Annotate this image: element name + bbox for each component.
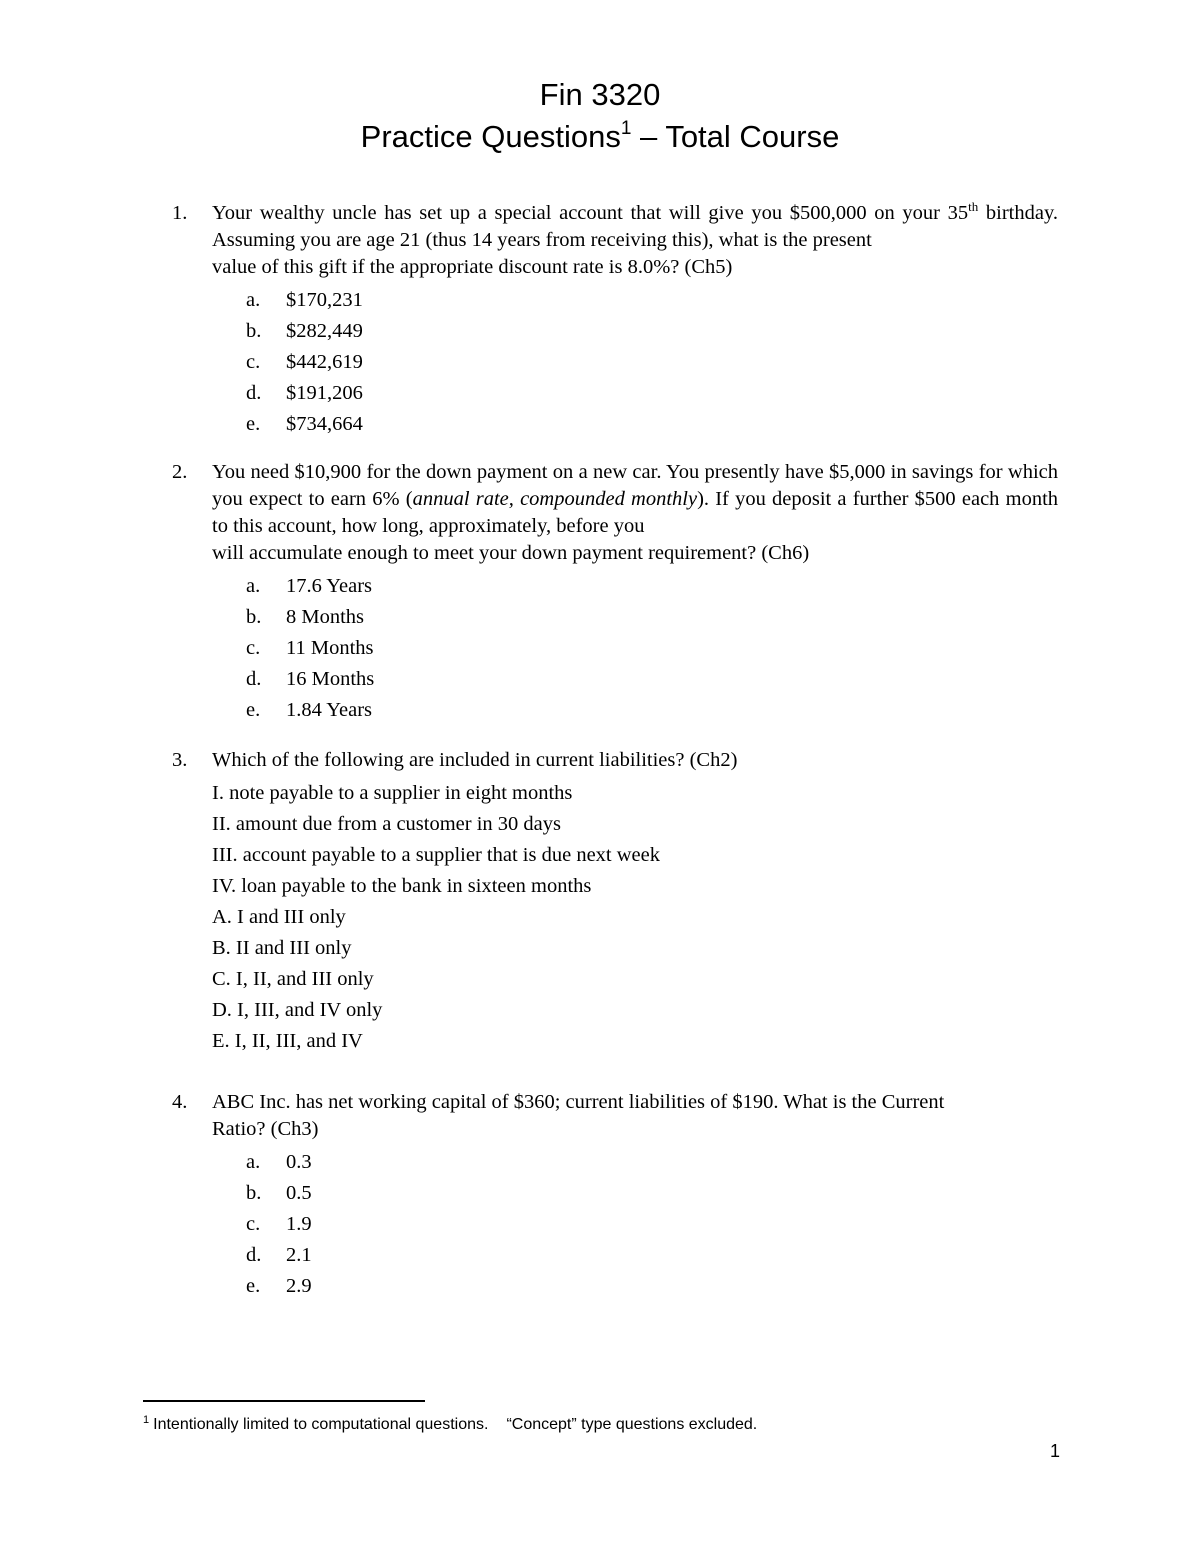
- choice-letter: b.: [246, 320, 262, 342]
- footnote-mark: 1: [143, 1414, 150, 1426]
- page-number: 1: [1049, 1441, 1060, 1461]
- choice-letter: c.: [246, 637, 261, 659]
- choice-letter: a.: [246, 1151, 261, 1173]
- question-text-part: ). If you deposit a further $500 each month to this account, how long, approximately, before you: [212, 488, 1059, 537]
- choice-text: 17.6 Years: [286, 575, 372, 597]
- answer-choice-b: [172, 1178, 1058, 1209]
- question-text: Which of the following are included in current liabilities? (Ch2): [212, 749, 738, 771]
- statement-iv: IV. loan payable to the bank in sixteen months: [212, 875, 592, 897]
- question-number: 1.: [172, 202, 188, 224]
- choice-text: 1.9: [286, 1213, 312, 1235]
- question-text-part: You need $10,900 for the down payment on a new car. You presently have $5,000 in savings for which you expect to earn 6% (: [212, 461, 1058, 510]
- choice-letter: a.: [246, 289, 261, 311]
- question-text: [212, 459, 1058, 567]
- choice-text: 11 Months: [286, 637, 374, 659]
- answer-choice-b: B. II and III only: [212, 937, 352, 959]
- question-text: [212, 200, 1058, 281]
- course-code: Fin 3320: [539, 77, 661, 112]
- answer-choice-d: [172, 378, 1058, 409]
- answer-choice-e: [172, 1271, 1058, 1302]
- choice-text: $170,231: [286, 289, 363, 311]
- answer-choices: [172, 285, 1058, 440]
- answer-choice-e: [172, 409, 1058, 440]
- answer-choice-a: A. I and III only: [212, 906, 346, 928]
- title-main: Practice Questions: [360, 119, 621, 154]
- footnote-divider: [143, 1400, 425, 1402]
- question-4: [172, 1089, 1058, 1302]
- ordinal-suffix: th: [968, 199, 979, 214]
- answer-choice-b: [172, 602, 1058, 633]
- answer-choice-c: [172, 633, 1058, 664]
- choice-letter: e.: [246, 1275, 261, 1297]
- question-text-last-line: will accumulate enough to meet your down payment requirement? (Ch6): [212, 542, 810, 564]
- choice-text: $191,206: [286, 382, 363, 404]
- question-text-part: ABC Inc. has net working capital of $360; current liabilities of $190. What is the Current: [212, 1091, 945, 1113]
- document-title: [0, 116, 1200, 158]
- footnote: [143, 1414, 757, 1436]
- choice-text: 8 Months: [286, 606, 365, 628]
- choice-letter: c.: [246, 1213, 261, 1235]
- answer-choices: [172, 571, 1058, 726]
- answer-choice-d: [172, 1240, 1058, 1271]
- question-text-italic: annual rate, compounded monthly: [412, 488, 698, 510]
- title-footnote-mark: 1: [620, 118, 632, 139]
- answer-choice-e: [172, 695, 1058, 726]
- question-number: 2.: [172, 461, 188, 483]
- answer-choice-a: [172, 1147, 1058, 1178]
- answer-choice-b: [172, 316, 1058, 347]
- question-text: [212, 1089, 1058, 1143]
- statement-i: I. note payable to a supplier in eight months: [212, 782, 573, 804]
- answer-choices: [172, 1147, 1058, 1302]
- footnote-text-a: Intentionally limited to computational questions.: [153, 1416, 489, 1433]
- answer-choice-a: [172, 571, 1058, 602]
- footnote-text-b: “Concept” type questions excluded.: [506, 1416, 758, 1433]
- choice-letter: c.: [246, 351, 261, 373]
- choice-text: 2.1: [286, 1244, 312, 1266]
- answer-choice-d: [172, 664, 1058, 695]
- statement-iii: III. account payable to a supplier that is due next week: [212, 844, 660, 866]
- question-number: 4.: [172, 1091, 188, 1113]
- question-text-last-line: Ratio? (Ch3): [212, 1118, 319, 1140]
- answer-choice-c: C. I, II, and III only: [212, 968, 374, 990]
- choice-letter: a.: [246, 575, 261, 597]
- answer-choice-e: E. I, II, III, and IV: [212, 1030, 363, 1052]
- choice-letter: d.: [246, 382, 262, 404]
- choice-letter: d.: [246, 668, 262, 690]
- answer-choice-d: D. I, III, and IV only: [212, 999, 383, 1021]
- question-text-part: birthday. Assuming you are age 21 (thus 14 years from receiving this), what is the present: [212, 202, 1058, 251]
- choice-text: $442,619: [286, 351, 363, 373]
- answer-choice-c: [172, 1209, 1058, 1240]
- choice-letter: d.: [246, 1244, 262, 1266]
- answer-choice-a: [172, 285, 1058, 316]
- question-text-last-line: value of this gift if the appropriate discount rate is 8.0%? (Ch5): [212, 256, 733, 278]
- choice-text: 0.3: [286, 1151, 312, 1173]
- answer-choice-c: [172, 347, 1058, 378]
- choice-letter: b.: [246, 606, 262, 628]
- question-text-part: Your wealthy uncle has set up a special account that will give you $500,000 on your 35: [212, 202, 969, 224]
- title-rest: – Total Course: [631, 119, 840, 154]
- choice-text: $282,449: [286, 320, 363, 342]
- question-2: [172, 459, 1058, 726]
- question-1: [172, 200, 1058, 440]
- choice-text: 0.5: [286, 1182, 312, 1204]
- title-block: [0, 74, 1200, 158]
- statement-ii: II. amount due from a customer in 30 days: [212, 813, 561, 835]
- answer-options: [172, 778, 1058, 1057]
- choice-letter: b.: [246, 1182, 262, 1204]
- question-3: [172, 747, 1058, 1057]
- choice-text: 16 Months: [286, 668, 375, 690]
- choice-letter: e.: [246, 699, 261, 721]
- choice-text: $734,664: [286, 413, 363, 435]
- question-number: 3.: [172, 749, 188, 771]
- choice-text: 2.9: [286, 1275, 312, 1297]
- choice-text: 1.84 Years: [286, 699, 372, 721]
- choice-letter: e.: [246, 413, 261, 435]
